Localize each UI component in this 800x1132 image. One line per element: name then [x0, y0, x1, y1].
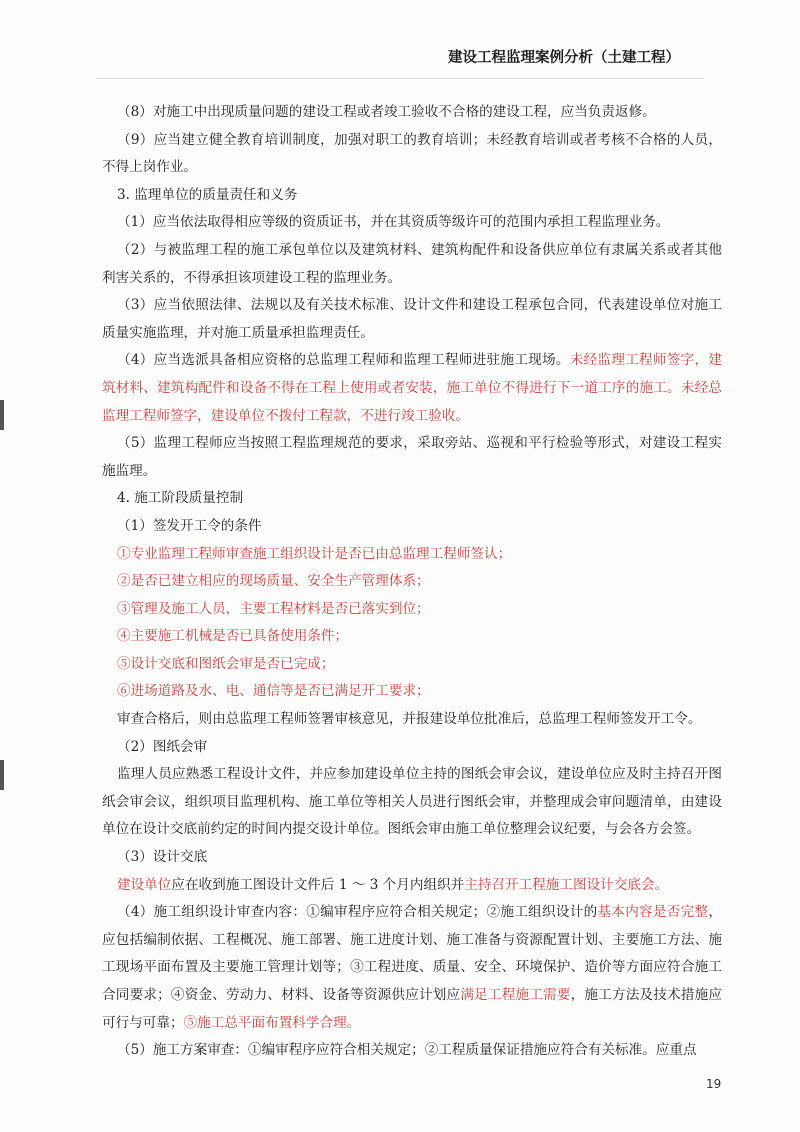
- body-text: 3. 监理单位的质量责任和义务: [117, 186, 298, 203]
- paragraph: [102, 485, 722, 513]
- highlighted-text: ⑥进场道路及水、电、通信等是否已满足开工要求；: [117, 683, 430, 700]
- body-text: （5）施工方案审查：①编审程序应符合相关规定；②工程质量保证措施应符合有关标准。应重点: [117, 1042, 697, 1059]
- paragraph: [102, 568, 722, 596]
- paragraph: [102, 347, 722, 430]
- highlighted-text: ①专业监理工程师审查施工组织设计是否已由总监理工程师签认；: [117, 545, 512, 562]
- body-text: （1）签发开工令的条件: [117, 517, 262, 534]
- highlighted-text: ②是否已建立相应的现场质量、安全生产管理体系；: [117, 573, 430, 590]
- body-text: （2）与被监理工程的施工承包单位以及建筑材料、建筑构配件和设备供应单位有隶属关系或者其他利害关系的，不得承担该项建设工程的监理业务。: [102, 241, 722, 286]
- paragraph: [102, 872, 722, 900]
- highlighted-text: 建设单位: [117, 876, 172, 893]
- body-text: （4）施工组织设计审查内容：①编审程序应符合相关规定；②施工组织设计的: [117, 904, 598, 921]
- body-text: （2）图纸会审: [117, 738, 208, 755]
- highlighted-text: 未经监理工程师签字，建筑材料、建筑构配件和设备不得在工程上使用或者安装，施工单位不得进行下一道工序的施工。未经总监理工程师签字，建设单位不拨付工程款，不进行竣工验收。: [102, 352, 722, 424]
- paragraph: [102, 99, 722, 127]
- highlighted-text: ③管理及施工人员，主要工程材料是否已落实到位；: [117, 600, 430, 617]
- paragraph: [102, 513, 722, 541]
- paragraph: [102, 127, 722, 182]
- body-text: （3）应当依照法律、法规以及有关技术标准、设计文件和建设工程承包合同，代表建设单位对施工质量实施监理，并对施工质量承担监理责任。: [102, 297, 722, 341]
- body-text: 审查合格后，则由总监理工程师签署审核意见，并报建设单位批准后，总监理工程师签发开工令。: [117, 711, 702, 728]
- body-text: （4）应当选派具备相应资格的总监理工程师和监理工程师进驻施工现场。: [117, 352, 570, 369]
- body-text: ，应包括编制依据、工程概况、施工部署、施工进度计划、施工准备与资源配置计划、主要施工方法、施工现场平面布置及主要施工管理计划等；③工程进度、质量、安全、环境保护、造价等方面应符合施工合同要求；④资金、劳动力、材料、设备等资源供应计划应: [102, 904, 722, 1003]
- paragraph: [102, 844, 722, 872]
- body-text: 4. 施工阶段质量控制: [117, 490, 244, 507]
- header-divider: [96, 78, 704, 79]
- body-text: 应在收到施工图设计文件后 1 ～ 3 个月内组织并: [171, 876, 465, 893]
- highlighted-text: ④主要施工机械是否已具备使用条件；: [117, 628, 349, 645]
- highlighted-text: 满足工程施工需要: [460, 987, 571, 1003]
- body-text: （9）应当建立健全教育培训制度，加强对职工的教育培训；未经教育培训或者考核不合格的人员，不得上岗作业。: [102, 131, 722, 176]
- paragraph: [102, 651, 722, 679]
- page-number: 19: [706, 1077, 722, 1091]
- paragraph: [102, 899, 722, 1037]
- highlighted-text: ⑤施工总平面布置科学合理。: [183, 1014, 361, 1031]
- body-text: （1）应当依法取得相应等级的资质证书，并在其资质等级许可的范围内承担工程监理业务。: [117, 214, 670, 231]
- body-text: （8）对施工中出现质量问题的建设工程或者竣工验收不合格的建设工程，应当负责返修。: [117, 104, 656, 120]
- paragraph: [102, 237, 722, 292]
- running-header: 建设工程监理案例分析（土建工程）: [448, 50, 680, 66]
- paragraph: [102, 209, 722, 237]
- paragraph: [102, 706, 722, 734]
- paragraph: [102, 292, 722, 347]
- paragraph: [102, 182, 722, 210]
- highlighted-text: ⑤设计交底和图纸会审是否已完成；: [117, 655, 335, 672]
- binding-mark: [0, 400, 4, 430]
- body-text: （5）监理工程师应当按照工程监理规范的要求，采取旁站、巡视和平行检验等形式，对建设工程实施监理。: [102, 435, 722, 479]
- paragraph: [102, 678, 722, 706]
- document-body: [102, 99, 722, 1065]
- paragraph: [102, 541, 722, 569]
- body-text: ，施工方法及技术措施应可行与可靠；: [102, 987, 723, 1031]
- paragraph: [102, 1037, 722, 1065]
- paragraph: [102, 761, 722, 844]
- binding-mark: [0, 760, 4, 790]
- paragraph: [102, 430, 722, 485]
- body-text: （3）设计交底: [117, 849, 208, 866]
- paragraph: [102, 734, 722, 762]
- highlighted-text: 主持召开工程施工图设计交底会。: [464, 876, 669, 893]
- body-text: 监理人员应熟悉工程设计文件，并应参加建设单位主持的图纸会审会议，建设单位应及时主持召开图纸会审会议，组织项目监理机构、施工单位等相关人员进行图纸会审，并整理成会审问题清单，由建设单位在设计交底前约定的时间内提交设计单位。图纸会审由施工单位整理会议纪要，与会各方会签。: [102, 766, 722, 838]
- paragraph: [102, 596, 722, 624]
- paragraph: [102, 623, 722, 651]
- highlighted-text: 基本内容是否完整: [597, 904, 709, 921]
